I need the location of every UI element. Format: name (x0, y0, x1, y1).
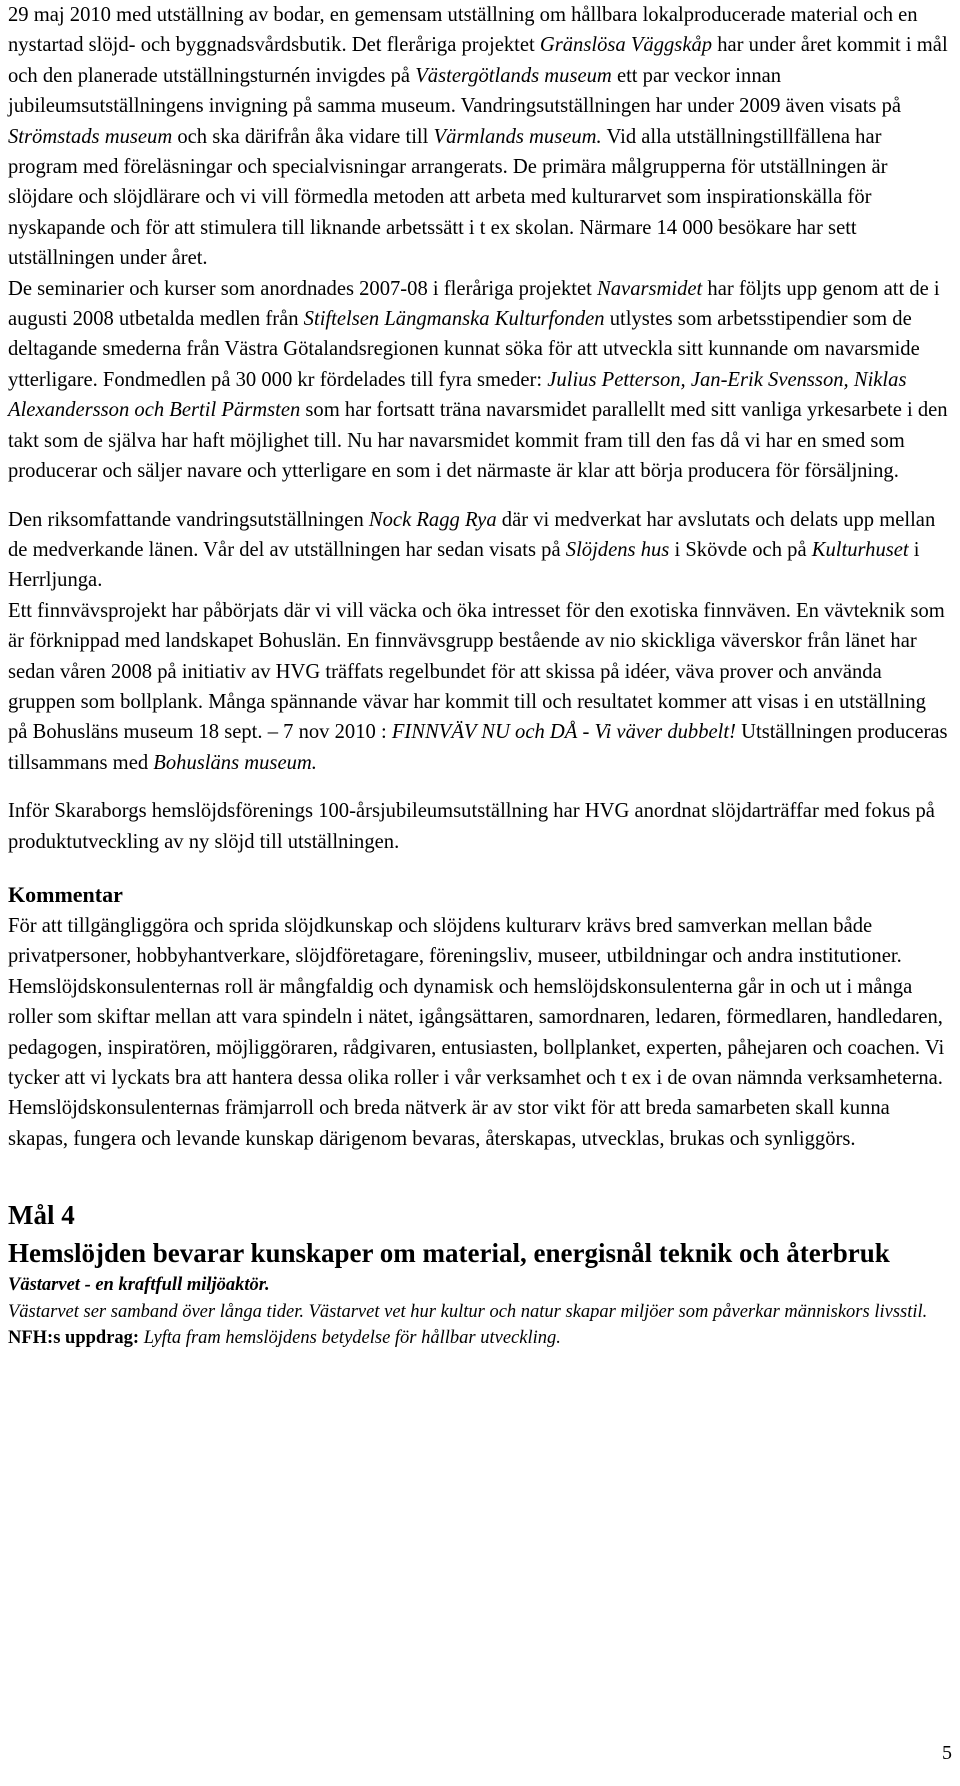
paragraph-finnvav: Ett finnvävsprojekt har påbörjats där vi vill väcka och öka intresset för den exotiska finnväven. En vävteknik som är förknippad med landskapet Bohuslän. En finnvävsgrupp bestående av nio skickliga väverskor från länet har sedan våren 2008 på initiativ av HVG träffats regelbundet för att skissa på idéer, väva prover och använda gruppen som bollplank. Många spännande vävar har kommit till och resultatet kommer att visas i en utställning på Bohusläns museum 18 sept. – 7 nov 2010 : FINNVÄV NU och DÅ - Vi väver dubbelt! Utställningen produceras tillsammans med Bohusläns museum. (8, 599, 948, 774)
goal-description: Västarvet ser samband över långa tider. Västarvet vet hur kultur och natur skapar miljöer som påverkar människors livsstil. (8, 1301, 928, 1322)
document-page (8, 0, 948, 1352)
goal-subtitle: Västarvet - en kraftfull miljöaktör. (8, 1275, 270, 1296)
paragraph-navarsmidet: De seminarier och kurser som anordnades 2007-08 i fleråriga projektet Navarsmidet har följts upp genom att de i augusti 2008 utbetalda medlen från Stiftelsen Längmanska Kulturfonden utlystes som arbetsstipendier som de deltagande smederna från Västra Götalandsregionen kunnat söka för att utveckla sitt kunnande om navarsmide ytterligare. Fondmedlen på 30 000 kr fördelades till fyra smeder: Julius Petterson, Jan-Erik Svensson, Niklas Alexandersson och Bertil Pärmsten som har fortsatt träna navarsmidet parallellt med sitt vanliga yrkesarbete i den takt som de själva har haft möjlighet till. Nu har navarsmidet kommit fram till den fas då vi har en smed som producerar och säljer navare och ytterligare en som i det närmaste är klar att börja producera för försäljning. (8, 277, 948, 483)
paragraph-exhibitions: 29 maj 2010 med utställning av bodar, en gemensam utställning om hållbara lokalproducerade material och en nystartad slöjd- och byggnadsvårdsbutik. Det fleråriga projektet Gränslösa Väggskåp har under året kommit i mål och den planerade utställningsturnén invigdes på Västergötlands museum ett par veckor innan jubileumsutställningens invigning på samma museum. Vandringsutställningen har under 2009 även visats på Strömstads museum och ska därifrån åka vidare till Värmlands museum. Vid alla utställningstillfällena har program med föreläsningar och specialvisningar arrangerats. De primära målgrupperna för utställningen är slöjdare och slöjdlärare och vi vill förmedla metoden att arbeta med kulturarvet som inspirationskälla för nyskapande och för att stimulera till liknande arbetssätt i t ex skolan. Närmare 14 000 besökare har sett utställningen under året. (8, 4, 948, 270)
page-number: 5 (942, 1741, 952, 1764)
paragraph-nock-ragg-rya: Den riksomfattande vandringsutställningen Nock Ragg Rya där vi medverkat har avslutats och delats upp mellan de medverkande länen. Vår del av utställningen har sedan visats på Slöjdens hus i Skövde och på Kulturhuset i Herrljunga. (8, 508, 936, 592)
goal-nfh-assignment: NFH:s uppdrag: Lyfta fram hemslöjdens betydelse för hållbar utveckling. (8, 1328, 561, 1349)
kommentar-heading: Kommentar (8, 881, 123, 907)
goal-number: Mål 4 (8, 1200, 75, 1231)
kommentar-text: För att tillgängliggöra och sprida slöjdkunskap och slöjdens kulturarv krävs bred samverkan mellan både privatpersoner, hobbyhantverkare, slöjdföretagare, föreningsliv, museer, utbildningar och andra institutioner. Hemslöjdskonsulenternas roll är mångfaldig och dynamisk och hemslöjdskonsulenterna går in och ut i många roller som skiftar mellan att vara spindeln i nätet, igångsättaren, samordnaren, ledaren, förmedlaren, handledaren, pedagogen, inspiratören, möjliggöraren, rådgivaren, entusiasten, bollplanket, experten, påhejaren och coachen. Vi tycker att vi lyckats bra att hantera dessa olika roller i vår verksamhet och t ex i de ovan nämnda verksamheterna. Hemslöjdskonsulenternas främjarroll och breda nätverk är av stor vikt för att breda samarbeten skall kunna skapas, fungera och levande kunskap därigenom bevaras, återskapas, utvecklas, brukas och synliggörs. (8, 914, 945, 1150)
goal-title: Hemslöjden bevarar kunskaper om material, energisnål teknik och återbruk (8, 1238, 890, 1269)
paragraph-skaraborg: Inför Skaraborgs hemslöjdsförenings 100-årsjubileumsutställning har HVG anordnat slöjdarträffar med fokus på produktutveckling av ny slöjd till utställningen. (8, 800, 935, 853)
